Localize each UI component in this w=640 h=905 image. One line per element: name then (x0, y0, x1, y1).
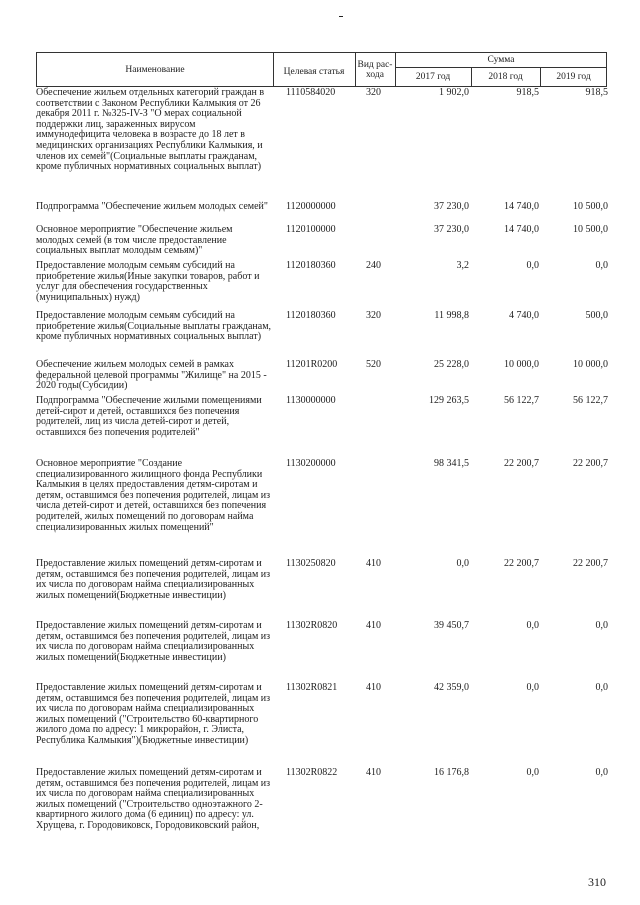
header-2017: 2017 год (415, 71, 451, 82)
row-name: Основное мероприятие "Создание специализированного жилищного фонда Республики Калмыкия в целях предоставления детям-сиротам и детям, оставшимся без попечения родителей, лицам из числа детей-сирот и детей, оставшихся без попечения родителей, жилых помещений по договорам найма специализированных жилых помещений" (36, 458, 271, 533)
row-code: 1130250820 (286, 558, 336, 569)
row-code: 1120180360 (286, 260, 336, 271)
row-name: Предоставление молодым семьям субсидий на приобретение жилья(Социальные выплаты гражданам, кроме публичных нормативных социальных выплат) (36, 310, 272, 343)
row-sum-2018: 22 200,7 (504, 558, 539, 569)
table-header (36, 52, 607, 87)
row-name: Предоставление жилых помещений детям-сиротам и детям, оставшимся без попечения родителей, лицам из их числа по договорам найма специализированных жилых помещений ("Строительство одноэтажного 2-квартирного жилого дома (6 единиц) по адресу: ул. Хрущева, г. Городовиковск, Городовиковский район, (36, 767, 271, 831)
row-sum-2017: 42 359,0 (434, 682, 469, 693)
row-name: Обеспечение жильем отдельных категорий граждан в соответствии с Законом Республики Калмыкия от 26 декабря 2011 г. №325-IV-З "О мерах социальной поддержки лиц, зараженных вирусом иммунодефицита человека в возрасте до 18 лет в медицинских организациях Республики Калмыкия, и членов их семей"(Социальные выплаты гражданам, кроме публичных нормативных социальных выплат) (36, 87, 265, 173)
row-sum-2019: 0,0 (595, 682, 608, 693)
row-name: Подпрограмма "Обеспечение жильем молодых семей" (36, 201, 268, 212)
row-vid: 240 (366, 260, 381, 271)
row-sum-2017: 25 228,0 (434, 359, 469, 370)
row-code: 1130000000 (286, 395, 336, 406)
row-sum-2017: 37 230,0 (434, 224, 469, 235)
row-vid: 410 (366, 767, 381, 778)
row-code: 1120000000 (286, 201, 336, 212)
header-name: Наименование (125, 64, 185, 75)
row-sum-2018: 10 000,0 (504, 359, 539, 370)
row-sum-2017: 98 341,5 (434, 458, 469, 469)
row-code: 11302R0822 (286, 767, 338, 778)
top-dash-mark (339, 16, 343, 17)
row-sum-2019: 56 122,7 (573, 395, 608, 406)
row-vid: 410 (366, 682, 381, 693)
row-sum-2019: 10 500,0 (573, 224, 608, 235)
row-sum-2019: 0,0 (595, 620, 608, 631)
row-vid: 410 (366, 620, 381, 631)
page-number: 310 (588, 875, 606, 889)
header-code: Целевая статья (283, 66, 345, 77)
row-sum-2019: 10 500,0 (573, 201, 608, 212)
row-name: Предоставление жилых помещений детям-сиротам и детям, оставшимся без попечения родителей, лицам из их числа по договорам найма специализированных жилых помещений(Бюджетные инвестиции) (36, 558, 271, 601)
row-name: Предоставление молодым семьям субсидий на приобретение жилья(Иные закупки товаров, работ и услуг для обеспечения государственных (муниципальных) нужд) (36, 260, 260, 303)
row-sum-2019: 0,0 (595, 260, 608, 271)
row-sum-2017: 16 176,8 (434, 767, 469, 778)
row-sum-2017: 11 998,8 (434, 310, 469, 321)
row-sum-2017: 39 450,7 (434, 620, 469, 631)
row-sum-2017: 3,2 (456, 260, 469, 271)
row-code: 1120180360 (286, 310, 336, 321)
row-vid: 520 (366, 359, 381, 370)
row-code: 1110584020 (286, 87, 336, 98)
row-name: Обеспечение жильем молодых семей в рамках федеральной целевой программы "Жилище" на 2015 - 2020 годы(Субсидии) (36, 359, 267, 392)
row-code: 1130200000 (286, 458, 336, 469)
row-name: Предоставление жилых помещений детям-сиротам и детям, оставшимся без попечения родителей, лицам из их числа по договорам найма специализированных жилых помещений(Бюджетные инвестиции) (36, 620, 271, 663)
row-sum-2018: 0,0 (526, 620, 539, 631)
row-sum-2018: 0,0 (526, 767, 539, 778)
row-name: Предоставление жилых помещений детям-сиротам и детям, оставшимся без попечения родителей, лицам из их числа по договорам найма специализированных жилых помещений ("Строительство 60-квартирного жилого дома по адресу: 1 микрорайон, г. Элиста, Республика Калмыкия")(Бюджетные инвестиции) (36, 682, 271, 746)
row-sum-2017: 37 230,0 (434, 201, 469, 212)
row-sum-2018: 4 740,0 (509, 310, 539, 321)
row-sum-2018: 918,5 (516, 87, 539, 98)
row-sum-2017: 0,0 (456, 558, 469, 569)
row-sum-2019: 22 200,7 (573, 558, 608, 569)
row-name: Подпрограмма "Обеспечение жилыми помещениями детей-сирот и детей, оставшихся без попечения родителей, лиц из числа детей-сирот и детей, оставшихся без попечения родителей" (36, 395, 262, 438)
row-sum-2019: 0,0 (595, 767, 608, 778)
row-sum-2017: 1 902,0 (439, 87, 469, 98)
row-code: 1120100000 (286, 224, 336, 235)
row-sum-2018: 56 122,7 (504, 395, 539, 406)
row-sum-2019: 10 000,0 (573, 359, 608, 370)
row-sum-2018: 14 740,0 (504, 224, 539, 235)
row-name: Основное мероприятие "Обеспечение жильем молодых семей (в том числе предоставление социальных выплат молодым семьям)" (36, 224, 233, 257)
row-sum-2017: 129 263,5 (429, 395, 469, 406)
header-2018: 2018 год (488, 71, 523, 82)
row-sum-2018: 0,0 (526, 260, 539, 271)
row-sum-2019: 500,0 (585, 310, 608, 321)
row-vid: 320 (366, 87, 381, 98)
header-2019: 2019 год (556, 71, 591, 82)
row-sum-2018: 0,0 (526, 682, 539, 693)
row-vid: 410 (366, 558, 381, 569)
row-vid: 320 (366, 310, 381, 321)
row-sum-2018: 14 740,0 (504, 201, 539, 212)
header-sum: Сумма (487, 55, 515, 65)
row-sum-2019: 22 200,7 (573, 458, 608, 469)
row-sum-2018: 22 200,7 (504, 458, 539, 469)
row-code: 11201R0200 (286, 359, 338, 370)
row-code: 11302R0820 (286, 620, 338, 631)
header-vid: Вид рас-хода (357, 59, 393, 80)
row-sum-2019: 918,5 (585, 87, 608, 98)
row-code: 11302R0821 (286, 682, 338, 693)
